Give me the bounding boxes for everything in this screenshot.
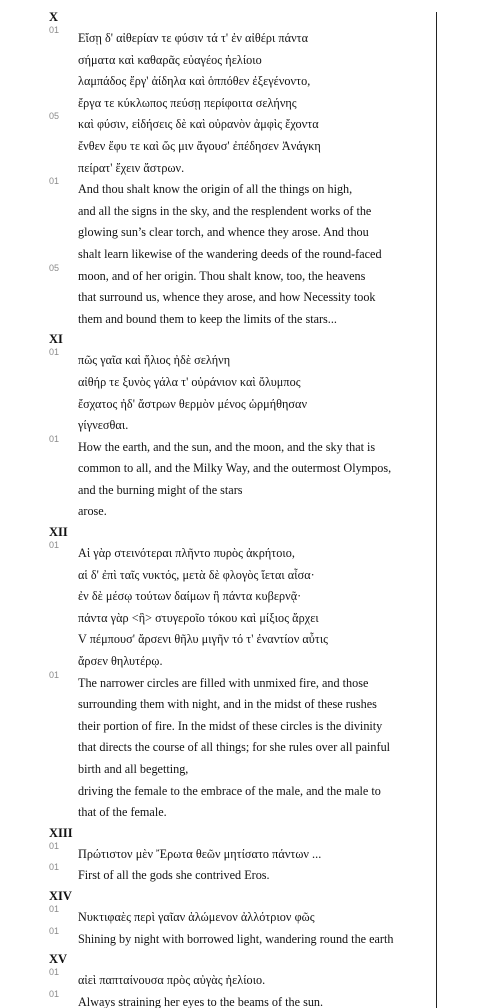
greek-line-text: ἔσχατος ἠδ' ἄστρων θερμὸν μένος ὡρμήθησαν — [78, 396, 308, 411]
text-line — [78, 629, 435, 651]
text-line — [49, 862, 435, 887]
greek-line-text: λαμπάδος ἔργ' ἀίδηλα καὶ ὁππόθεν ἐξεγένοντο, — [78, 74, 311, 89]
greek-line-text: πάντα γὰρ <ἣ> στυγεροῖο τόκου καὶ μίξιος ἄρχει — [78, 610, 319, 625]
greek-text-block — [49, 840, 435, 866]
english-line-text: glowing sun’s clear torch, and whence they arose. And thou — [78, 225, 369, 240]
text-line — [78, 694, 435, 716]
greek-line-text: Νυκτιφαὲς περὶ γαῖαν ἀλώμενον ἀλλότριον φῶς — [78, 909, 315, 924]
line-number: 01 — [49, 433, 60, 444]
english-translation-block — [49, 433, 435, 523]
text-line — [78, 415, 435, 437]
text-line — [49, 25, 435, 50]
text-line — [78, 737, 435, 759]
text-line — [49, 967, 435, 992]
line-number: 01 — [49, 988, 60, 999]
line-number: 05 — [49, 111, 60, 122]
text-line — [49, 669, 435, 695]
english-line-text: that surround us, whence they arose, and how Necessity took — [78, 290, 376, 305]
english-line-text: that directs the course of all things; for she rules over all painful — [78, 740, 391, 755]
text-line — [78, 651, 435, 673]
fragment-heading: X — [49, 10, 59, 24]
text-line — [78, 781, 435, 803]
greek-text-block — [49, 25, 435, 179]
text-line — [49, 540, 435, 565]
text-line — [78, 759, 435, 781]
greek-line-text: ἔργα τε κύκλωπος πεύσῃ περίφοιτα σελήνης — [78, 95, 297, 110]
fragments-column — [49, 8, 435, 1008]
fragment-heading: XII — [49, 525, 68, 540]
text-line — [49, 988, 435, 1008]
text-line — [78, 244, 435, 266]
text-line — [78, 802, 435, 824]
english-line-text: and all the signs in the sky, and the resplendent works of the — [78, 203, 372, 218]
greek-line-text: Πρώτιστον μὲν Ἔρωτα θεῶν μητίσατο πάντων ... — [78, 846, 322, 861]
greek-line-text: ἄρσεν θηλυτέρῳ. — [78, 654, 163, 669]
line-number: 01 — [49, 176, 60, 187]
greek-text-block — [49, 967, 435, 992]
text-line — [78, 501, 435, 523]
text-line — [78, 565, 435, 587]
greek-line-text: γίγνεσθαι. — [78, 418, 129, 433]
english-line-text: that of the female. — [78, 805, 167, 820]
greek-text-block — [49, 347, 435, 436]
text-line — [78, 716, 435, 738]
line-number: 01 — [49, 903, 60, 914]
text-line — [78, 608, 435, 630]
fragment-heading: XIII — [49, 825, 73, 840]
text-line — [49, 840, 435, 866]
greek-line-text: πείρατ' ἔχειν ἄστρων. — [78, 160, 185, 175]
text-line — [49, 176, 435, 201]
text-line — [49, 433, 435, 459]
english-line-text: them and bound them to keep the limits of the stars... — [78, 311, 337, 326]
english-line-text: And thou shalt know the origin of all the things on high, — [78, 182, 353, 197]
text-line — [78, 372, 435, 394]
greek-line-text: ἐν δὲ μέσῳ τούτων δαίμων ἣ πάντα κυβερνᾷ· — [78, 589, 302, 604]
text-line — [49, 903, 435, 929]
text-line — [78, 222, 435, 244]
text-line — [78, 50, 435, 72]
greek-line-text: ἔνθεν ἔφυ τε καὶ ὥς μιν ἄγουσ' ἐπέδησεν Ἀνάγκη — [78, 138, 321, 153]
greek-line-text: αἰεὶ παπταίνουσα πρὸς αὐγὰς ἠελίοιο. — [78, 973, 266, 988]
text-line — [78, 480, 435, 502]
line-number: 01 — [49, 540, 60, 551]
greek-line-text: Αἱ γὰρ στεινότεραι πλῆντο πυρὸς ἀκρήτοιο, — [78, 546, 295, 561]
text-line — [78, 71, 435, 93]
line-number: 01 — [49, 347, 60, 358]
english-translation-block — [49, 669, 435, 824]
text-line — [49, 347, 435, 372]
greek-line-text: αἱ δ' ἐπὶ ταῖς νυκτός, μετὰ δὲ φλογὸς ἵεται αἶσα· — [78, 567, 315, 582]
english-line-text: driving the female to the embrace of the male, and the male to — [78, 783, 381, 798]
english-line-text: common to all, and the Milky Way, and the outermost Olympos, — [78, 461, 392, 476]
english-line-text: moon, and of her origin. Thou shalt know, too, the heavens — [78, 268, 366, 283]
text-line — [78, 93, 435, 115]
greek-line-text: Εἴσῃ δ' αἰθερίαν τε φύσιν τά τ' ἐν αἰθέρι πάντα — [78, 31, 309, 45]
line-number: 01 — [49, 967, 60, 978]
english-line-text: How the earth, and the sun, and the moon, and the sky that is — [78, 439, 376, 454]
line-number: 01 — [49, 840, 60, 851]
text-line — [78, 394, 435, 416]
greek-line-text: πῶς γαῖα καὶ ἥλιος ἠδὲ σελήνη — [78, 353, 231, 368]
greek-line-text: σήματα καὶ καθαρᾶς εὐαγέος ἠελίοιο — [78, 52, 262, 67]
english-line-text: arose. — [78, 504, 107, 519]
text-line — [78, 201, 435, 223]
fragment-heading: XI — [49, 332, 63, 347]
english-translation-block — [49, 862, 435, 887]
text-line — [78, 458, 435, 480]
text-line — [49, 925, 435, 951]
text-line — [78, 586, 435, 608]
greek-line-text: καὶ φύσιν, εἰδήσεις δὲ καὶ οὐρανὸν ἀμφὶς ἔχοντα — [78, 117, 319, 132]
english-line-text: Shining by night with borrowed light, wandering round the earth — [78, 931, 394, 946]
english-translation-block — [49, 176, 435, 330]
text-line — [78, 158, 435, 180]
english-translation-block — [49, 925, 435, 951]
greek-text-block — [49, 903, 435, 929]
line-number: 01 — [49, 669, 60, 680]
english-line-text: First of all the gods she contrived Eros. — [78, 868, 270, 883]
english-line-text: and the burning might of the stars — [78, 482, 243, 497]
text-line — [49, 262, 435, 288]
english-translation-block — [49, 988, 435, 1008]
greek-line-text: V πέμπουσ' ἄρσενι θῆλυ μιγῆν τό τ' ἐναντίον αὖτις — [78, 632, 329, 647]
english-line-text: surrounding them with night, and in the midst of these rushes — [78, 697, 377, 712]
line-number: 05 — [49, 262, 60, 273]
line-number: 01 — [49, 925, 60, 936]
greek-line-text: αἰθήρ τε ξυνὸς γάλα τ' οὐράνιον καὶ ὄλυμπος — [78, 374, 301, 389]
english-line-text: birth and all begetting, — [78, 762, 189, 776]
text-line — [49, 111, 435, 136]
english-line-text: their portion of fire. In the midst of these circles is the divinity — [78, 718, 383, 733]
english-line-text: The narrower circles are filled with unmixed fire, and those — [78, 675, 369, 690]
fragment-heading: XIV — [49, 888, 72, 903]
english-line-text: shalt learn likewise of the wandering deeds of the round-faced — [78, 246, 382, 261]
text-line — [78, 309, 435, 331]
right-margin-rule — [436, 12, 437, 1008]
greek-text-block — [49, 540, 435, 673]
text-line — [78, 136, 435, 158]
text-line — [78, 287, 435, 309]
fragment-heading: XV — [49, 952, 68, 967]
line-number: 01 — [49, 862, 60, 873]
line-number: 01 — [49, 25, 60, 35]
english-line-text: Always straining her eyes to the beams of the sun. — [78, 994, 324, 1008]
